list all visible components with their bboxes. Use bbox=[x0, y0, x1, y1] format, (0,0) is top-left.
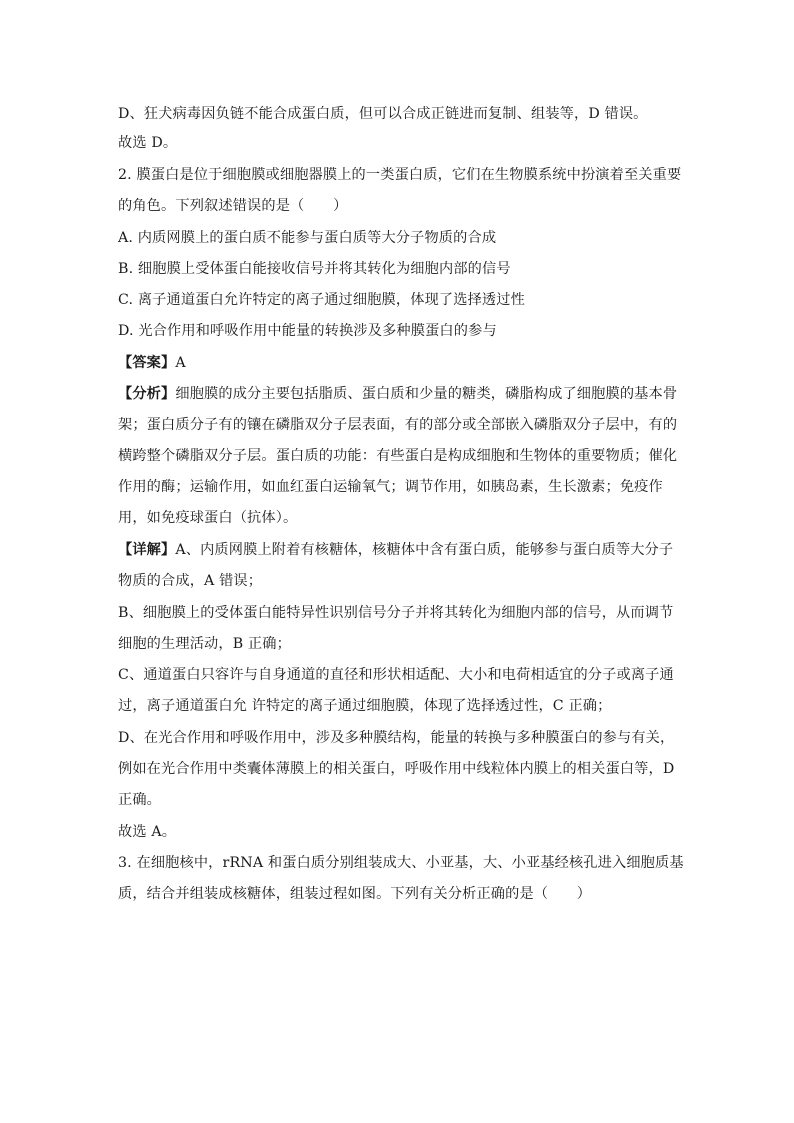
analysis-line: 作用的酶；运输作用，如血红蛋白运输氧气；调节作用，如胰岛素，生长激素；免疫作 bbox=[118, 479, 663, 495]
detail-line: 例如在光合作用中类囊体薄膜上的相关蛋白，呼吸作用中线粒体内膜上的相关蛋白等，D bbox=[118, 761, 675, 777]
analysis-line: 横跨整个磷脂双分子层。蛋白质的功能：有些蛋白是构成细胞和生物体的重要物质；催化 bbox=[118, 448, 678, 464]
text-line: 故选 A。 bbox=[118, 824, 177, 840]
detail-line bbox=[118, 540, 673, 560]
analysis-text: 细胞膜的成分主要包括脂质、蛋白质和少量的糖类，磷脂构成了细胞膜的基本骨 bbox=[175, 386, 678, 402]
text-line: 故选 D。 bbox=[118, 135, 178, 151]
detail-line: 过，离子通道蛋白允 许特定的离子通过细胞膜，体现了选择透过性，C 正确； bbox=[118, 698, 612, 714]
answer-value: A bbox=[175, 355, 186, 371]
detail-line: B、细胞膜上的受体蛋白能特异性识别信号分子并将其转化为细胞内部的信号，从而调节 bbox=[118, 605, 674, 621]
option-c: C. 离子通道蛋白允许特定的离子通过细胞膜，体现了选择透过性 bbox=[118, 292, 525, 308]
detail-line: 正确。 bbox=[118, 792, 162, 808]
detail-line: 物质的合成，A 错误； bbox=[118, 573, 263, 589]
option-a: A. 内质网膜上的蛋白质不能参与蛋白质等大分子物质的合成 bbox=[118, 230, 497, 246]
detail-tag: 【详解】 bbox=[118, 542, 176, 558]
analysis-line bbox=[118, 384, 677, 404]
question-2-stem: 的角色。下列叙述错误的是（ ） bbox=[118, 198, 348, 214]
option-d: D. 光合作用和呼吸作用中能量的转换涉及多种膜蛋白的参与 bbox=[118, 323, 497, 339]
text-line: D、狂犬病毒因负链不能合成蛋白质，但可以合成正链进而复制、组装等，D 错误。 bbox=[118, 106, 648, 122]
detail-line: C、通道蛋白只容许与自身通道的直径和形状相适配、大小和电荷相适宜的分子或离子通 bbox=[118, 667, 674, 683]
question-2-stem: 2. 膜蛋白是位于细胞膜或细胞器膜上的一类蛋白质，它们在生物膜系统中扮演着至关重要 bbox=[118, 167, 682, 183]
question-3-stem: 3. 在细胞核中，rRNA 和蛋白质分别组装成大、小亚基，大、小亚基经核孔进入细胞质基 bbox=[118, 855, 684, 871]
analysis-tag: 【分析】 bbox=[118, 386, 176, 402]
detail-line: D、在光合作用和呼吸作用中，涉及多种膜结构，能量的转换与多种膜蛋白的参与有关， bbox=[118, 730, 675, 746]
option-b: B. 细胞膜上受体蛋白能接收信号并将其转化为细胞内部的信号 bbox=[118, 261, 511, 277]
detail-line: 细胞的生理活动，B 正确； bbox=[118, 636, 291, 652]
analysis-line: 架；蛋白质分子有的镶在磷脂双分子层表面，有的部分或全部嵌入磷脂双分子层中，有的 bbox=[118, 417, 678, 433]
answer-line bbox=[118, 353, 186, 373]
analysis-line: 用，如免疫球蛋白（抗体）。 bbox=[118, 510, 298, 526]
detail-text: A、内质网膜上附着有核糖体，核糖体中含有蛋白质，能够参与蛋白质等大分子 bbox=[175, 542, 674, 558]
question-3-stem: 质，结合并组装成核糖体，组装过程如图。下列有关分析正确的是（ ） bbox=[118, 886, 592, 902]
answer-tag: 【答案】 bbox=[118, 355, 176, 371]
